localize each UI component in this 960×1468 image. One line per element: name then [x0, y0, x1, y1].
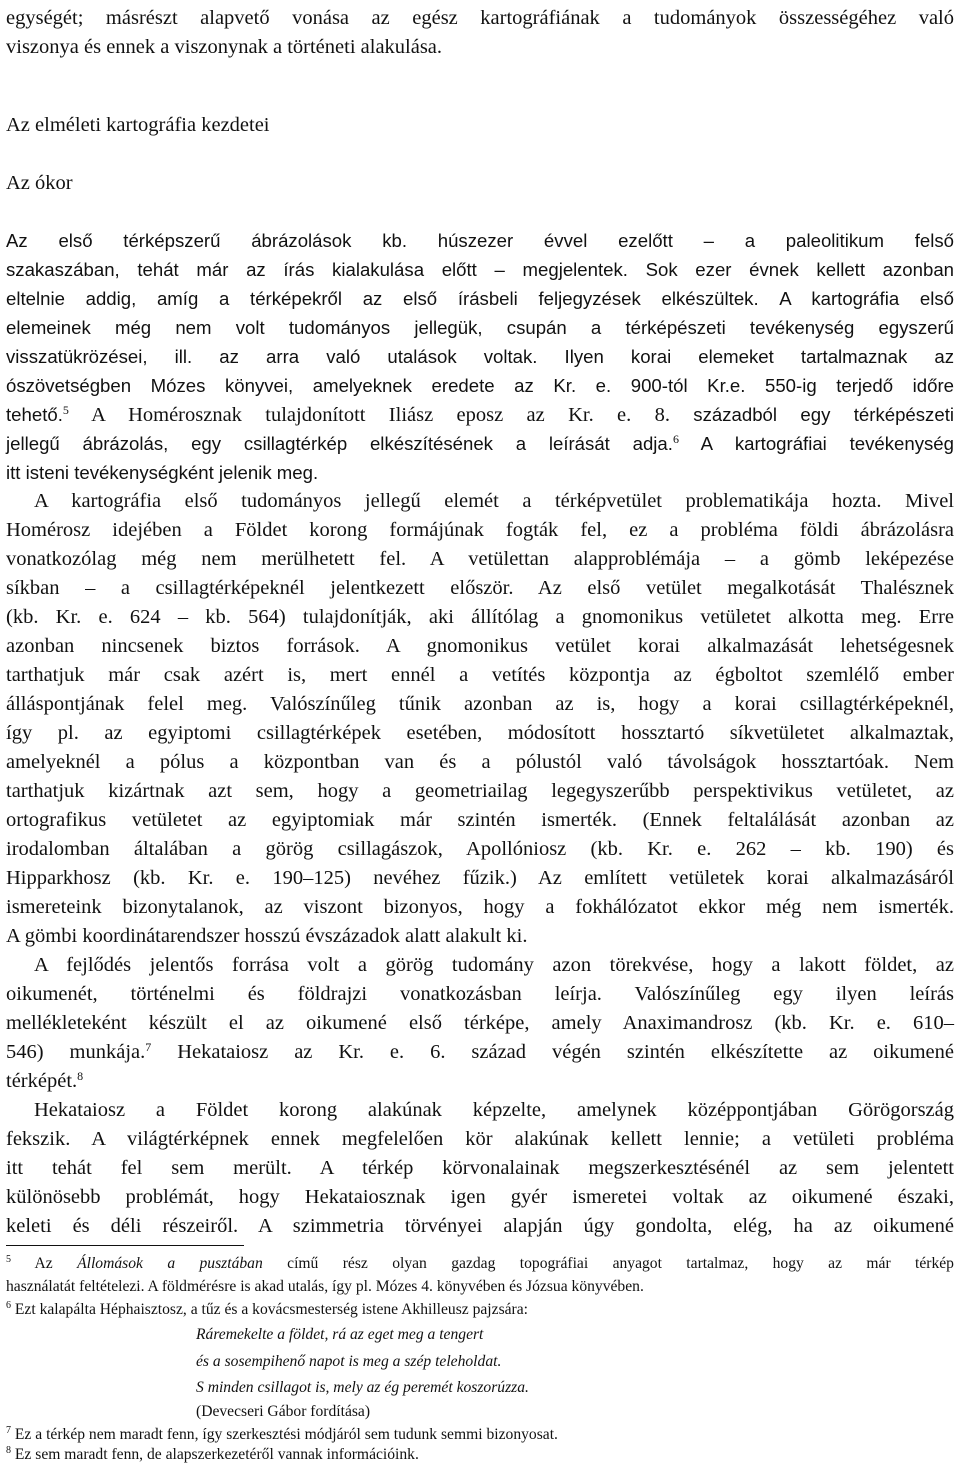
text-line	[6, 400, 954, 430]
text-line: fekszik. A világtérképnek ennek megfelelően kör alakúnak kellett lennie; a vetületi probléma	[6, 1128, 954, 1150]
text-line: ortografikus vetületet az egyiptomiak már szintén ismerték. (Ennek feltalálását azonban az	[6, 809, 954, 831]
text-line: irodalomban általában a görög csillagászok, Apollóniosz (kb. Kr. e. 262 – kb. 190) és	[6, 838, 954, 860]
text-line	[6, 1038, 954, 1067]
text-line: (kb. Kr. e. 624 – kb. 564) tulajdonítják, aki állítólag a gnomonikus vetületet alkotta meg. Erre	[6, 606, 954, 628]
text-line: Homérosz idejében a Földet korong formájúnak fogták fel, ez a probléma földi ábrázolásra	[6, 519, 954, 541]
footnote-number: 6	[6, 1300, 11, 1311]
text-span: visszatükrözései, ill. az arra való utalások voltak.	[6, 346, 538, 367]
text-line: Hekataiosz a Földet korong alakúnak képzelte, amelynek középpontjában Görögország	[34, 1099, 954, 1121]
text-span: Ez sem maradt fenn, de alapszerkezetéről vannak információink.	[14, 1446, 419, 1463]
text-line	[6, 429, 954, 459]
text-span: térképét.	[6, 1070, 78, 1092]
footnote-number: 7	[6, 1425, 11, 1436]
text-span: 546) munkája.	[6, 1041, 146, 1063]
text-line: mellékleteként készült el az oikumené első térképe, amely Anaximandrosz (kb. Kr. e. 610–	[6, 1012, 954, 1034]
text-line: itt tehát fel sem merült. A térkép körvonalainak megszerkesztésénél az sem jelentett	[6, 1157, 954, 1179]
text-span: Hekataiosz az Kr. e. 6. század végén szintén elkészítette az oikumené	[151, 1041, 954, 1063]
footnote-6	[6, 1299, 954, 1321]
text-line: elemeinek még nem volt tudományos jellegük, csupán a térképészeti tevékenység egyszerű	[6, 317, 954, 338]
text-span: A kartográfiai tevékenység	[678, 433, 954, 454]
text-line: A gömbi koordinátarendszer hosszú évszázadok alatt alakult ki.	[6, 925, 528, 947]
text-line: itt isteni tevékenységként jelenik meg.	[6, 462, 319, 483]
text-span: tehető.	[6, 404, 63, 425]
text-line: Hipparkhosz (kb. Kr. e. 190–125) nevéhez fűzik.) Az említett vetületek korai alkalmazásáról	[6, 867, 954, 889]
text-line: keleti és déli részeiről. A szimmetria törvényei alapján úgy gondolta, elég, ha az oikumené	[6, 1215, 954, 1237]
text-span: Az	[34, 1255, 78, 1272]
text-line: tarthatjuk kizártnak azt sem, hogy a geometriailag legegyszerűbb perspektivikus vetületet, az	[6, 780, 954, 802]
text-line: síkban – a csillagtérképeknél jelentkezett először. Az első vetület megalkotását Thalésznek	[6, 577, 954, 599]
text-span: jellegű ábrázolás, egy csillagtérkép elkészítésének a leírását adja.	[6, 433, 673, 454]
text-line: azonban nincsenek biztos források. A gnomonikus vetület korai alkalmazását lehetségesnek	[6, 635, 954, 657]
translator-credit: (Devecseri Gábor fordítása)	[196, 1403, 371, 1420]
text-line: A kartográfia első tudományos jellegű elemét a térképvetület problematikája hozta. Mivel	[34, 490, 954, 512]
text-line: ismereteink bizonytalanok, az viszont bizonyos, hogy a fokhálózatot ekkor még nem ismerték.	[6, 896, 954, 918]
text-span: A Homérosznak tulajdonított Iliász eposz az Kr. e. 8.	[68, 404, 670, 426]
text-line: így pl. az egyiptomi csillagtérképek esetében, módosított hossztartó síkvetületet alkalmaztak,	[6, 722, 954, 744]
footnote-ref: 8	[77, 1069, 84, 1083]
footnote-ref: 6	[672, 432, 679, 446]
text-span: című rész olyan gazdag topográfiai anyagot tartalmaz, hogy az már térkép	[262, 1255, 954, 1272]
text-line: Az első térképszerű ábrázolások kb. húszezer évvel ezelőtt – a paleolitikum felső	[6, 230, 954, 251]
book-title: Állomások a pusztában	[77, 1255, 263, 1272]
text-line: oikumenét, történelmi és földrajzi vonatkozásban leírja. Valószínűleg egy ilyen leírás	[6, 983, 954, 1005]
footnote-number: 5	[6, 1254, 11, 1265]
text-span: Ez a térkép nem maradt fenn, így szerkesztési módjáról sem tudunk semmi bizonyosat.	[14, 1426, 558, 1443]
text-span: szakaszában, tehát már az írás kialakulása előtt – megjelentek.	[6, 259, 628, 280]
section-heading: Az elméleti kartográfia kezdetei	[6, 114, 270, 136]
text-line: A fejlődés jelentős forrása volt a görög tudomány azon törekvése, hogy a lakott földet, az	[34, 954, 954, 976]
text-span: Ilyen korai elemeket tartalmaznak az	[564, 346, 955, 367]
poem-line: S minden csillagot is, mely az ég peremét koszorúzza.	[196, 1379, 529, 1396]
footnote-5	[6, 1253, 954, 1275]
text-line	[6, 342, 954, 372]
footnote-8	[6, 1444, 954, 1466]
poem-line: és a sosempihenő napot is meg a szép teleholdat.	[196, 1353, 502, 1370]
text-line: vonatkozólag még nem merülhetett fel. A vetülettan alapproblémája – a gömb leképezése	[6, 548, 954, 570]
footnote-5-cont: használatát feltételezi. A földmérésre is akad utalás, így pl. Mózes 4. könyvében és Józsua könyvében.	[6, 1278, 644, 1295]
poem-line: Ráremekelte a földet, rá az eget meg a tengert	[196, 1326, 484, 1343]
footnote-divider	[6, 1245, 244, 1246]
text-span: A kartográfia első	[779, 288, 954, 309]
text-line: tarthatjuk már csak azért is, mert ennél a vetítés központja az égboltot szemlélő ember	[6, 664, 954, 686]
footnote-7	[6, 1424, 954, 1446]
footnote-ref: 7	[145, 1040, 152, 1054]
text-span: Sok ezer évnek kellett azonban	[645, 259, 955, 280]
text-line: egységét; másrészt alapvető vonása az egész kartográfiának a tudományok összességéhez való	[6, 7, 954, 29]
footnote-number: 8	[6, 1445, 11, 1456]
text-line: viszonya és ennek a viszonynak a történeti alakulása.	[6, 36, 443, 58]
text-line	[6, 284, 954, 314]
text-line	[6, 1067, 954, 1096]
text-line: amelyeknél a pólus a központban van és a pólustól való távolságok hossztartóak. Nem	[6, 751, 954, 773]
subsection-heading: Az ókor	[6, 172, 73, 194]
text-line: álláspontjának felel meg. Valószínűleg tűnik azonban az is, hogy a korai csillagtérképeknél,	[6, 693, 954, 715]
text-line: különösebb problémát, hogy Hekataiosznak igen gyér ismeretei voltak az oikumené északi,	[6, 1186, 954, 1208]
text-span: Ezt kalapálta Héphaisztosz, a tűz és a kovácsmesterség istene Akhilleusz pajzsára:	[14, 1301, 528, 1318]
text-line	[6, 255, 954, 285]
text-span: eltelnie addig, amíg a térképekről az első írásbeli feljegyzések elkészültek.	[6, 288, 759, 309]
text-line: ószövetségben Mózes könyvei, amelyeknek eredete az Kr. e. 900-tól Kr.e. 550-ig terjedő időre	[6, 375, 954, 396]
footnote-ref: 5	[62, 403, 69, 417]
text-span: századból egy térképészeti	[693, 404, 954, 425]
